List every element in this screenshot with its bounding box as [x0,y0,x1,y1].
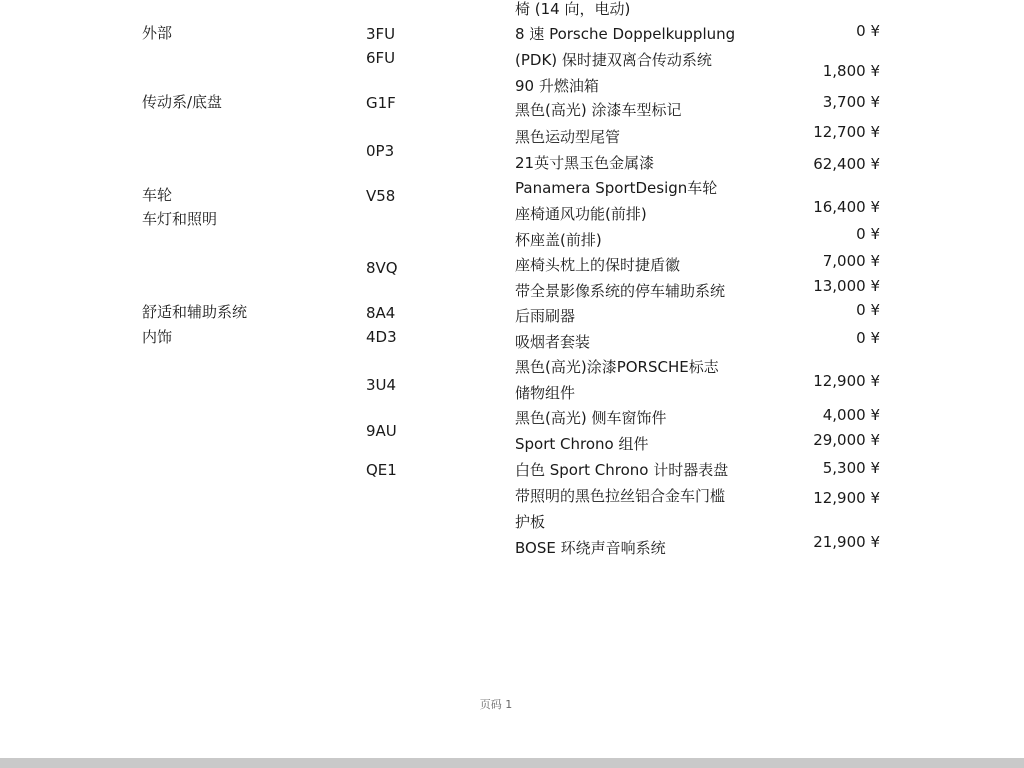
option-description: 带照明的黑色拉丝铝合金车门槛 [515,487,726,505]
category-label: 车灯和照明 [142,210,218,228]
option-price: 1,800 ¥ [822,62,880,80]
option-description: 护板 [515,513,546,531]
option-price: 5,300 ¥ [822,459,880,477]
category-label: 车轮 [142,186,173,204]
option-description: 21英寸黑玉色金属漆 [515,154,655,172]
category-label: 外部 [142,24,173,42]
option-description: 黑色(高光)涂漆PORSCHE标志 [515,358,719,376]
option-description: 后雨刷器 [515,307,576,325]
option-price: 62,400 ¥ [813,155,880,173]
option-price: 3,700 ¥ [822,93,880,111]
option-code: V58 [366,187,396,205]
option-description: Sport Chrono 组件 [515,435,649,453]
option-code: 4D3 [366,328,397,346]
category-label: 舒适和辅助系统 [142,303,248,321]
option-description: 座椅头枕上的保时捷盾徽 [515,256,681,274]
page-number: 页码 1 [479,698,513,711]
option-description: 黑色运动型尾管 [515,128,621,146]
option-price: 7,000 ¥ [822,252,880,270]
option-price: 21,900 ¥ [813,533,880,551]
option-description: 椅 (14 向，电动) [515,0,631,18]
option-code: 0P3 [366,142,395,160]
option-price: 16,400 ¥ [813,198,880,216]
option-price: 0 ¥ [856,225,880,243]
option-code: 9AU [366,422,397,440]
option-price: 13,000 ¥ [813,277,880,295]
option-price: 0 ¥ [856,22,880,40]
option-description: 黑色(高光) 侧车窗饰件 [515,409,667,427]
option-description: 8 速 Porsche Doppelkupplung [515,25,736,43]
option-code: 8VQ [366,259,398,277]
option-description: 黑色(高光) 涂漆车型标记 [515,101,682,119]
category-label: 内饰 [142,328,173,346]
option-code: QE1 [366,461,397,479]
option-code: 6FU [366,49,396,67]
option-description: 储物组件 [515,384,576,402]
option-description: 90 升燃油箱 [515,77,599,95]
option-price: 12,900 ¥ [813,489,880,507]
option-description: 吸烟者套装 [515,333,591,351]
option-description: 带全景影像系统的停车辅助系统 [515,282,726,300]
option-code: 3U4 [366,376,397,394]
option-price: 4,000 ¥ [822,406,880,424]
option-price: 29,000 ¥ [813,431,880,449]
option-code: G1F [366,94,396,112]
option-description: Panamera SportDesign车轮 [515,179,718,197]
option-price: 12,700 ¥ [813,123,880,141]
option-code: 8A4 [366,304,396,322]
option-code: 3FU [366,25,396,43]
option-description: BOSE 环绕声音响系统 [515,539,666,557]
category-label: 传动系/底盘 [142,93,223,111]
option-price: 0 ¥ [856,301,880,319]
option-description: 座椅通风功能(前排) [515,205,647,223]
option-price: 12,900 ¥ [813,372,880,390]
option-description: 杯座盖(前排) [515,231,602,249]
option-description: 白色 Sport Chrono 计时器表盘 [515,461,729,479]
option-description: (PDK) 保时捷双离合传动系统 [515,51,712,69]
option-price: 0 ¥ [856,329,880,347]
bottom-edge-strip [0,758,1024,768]
